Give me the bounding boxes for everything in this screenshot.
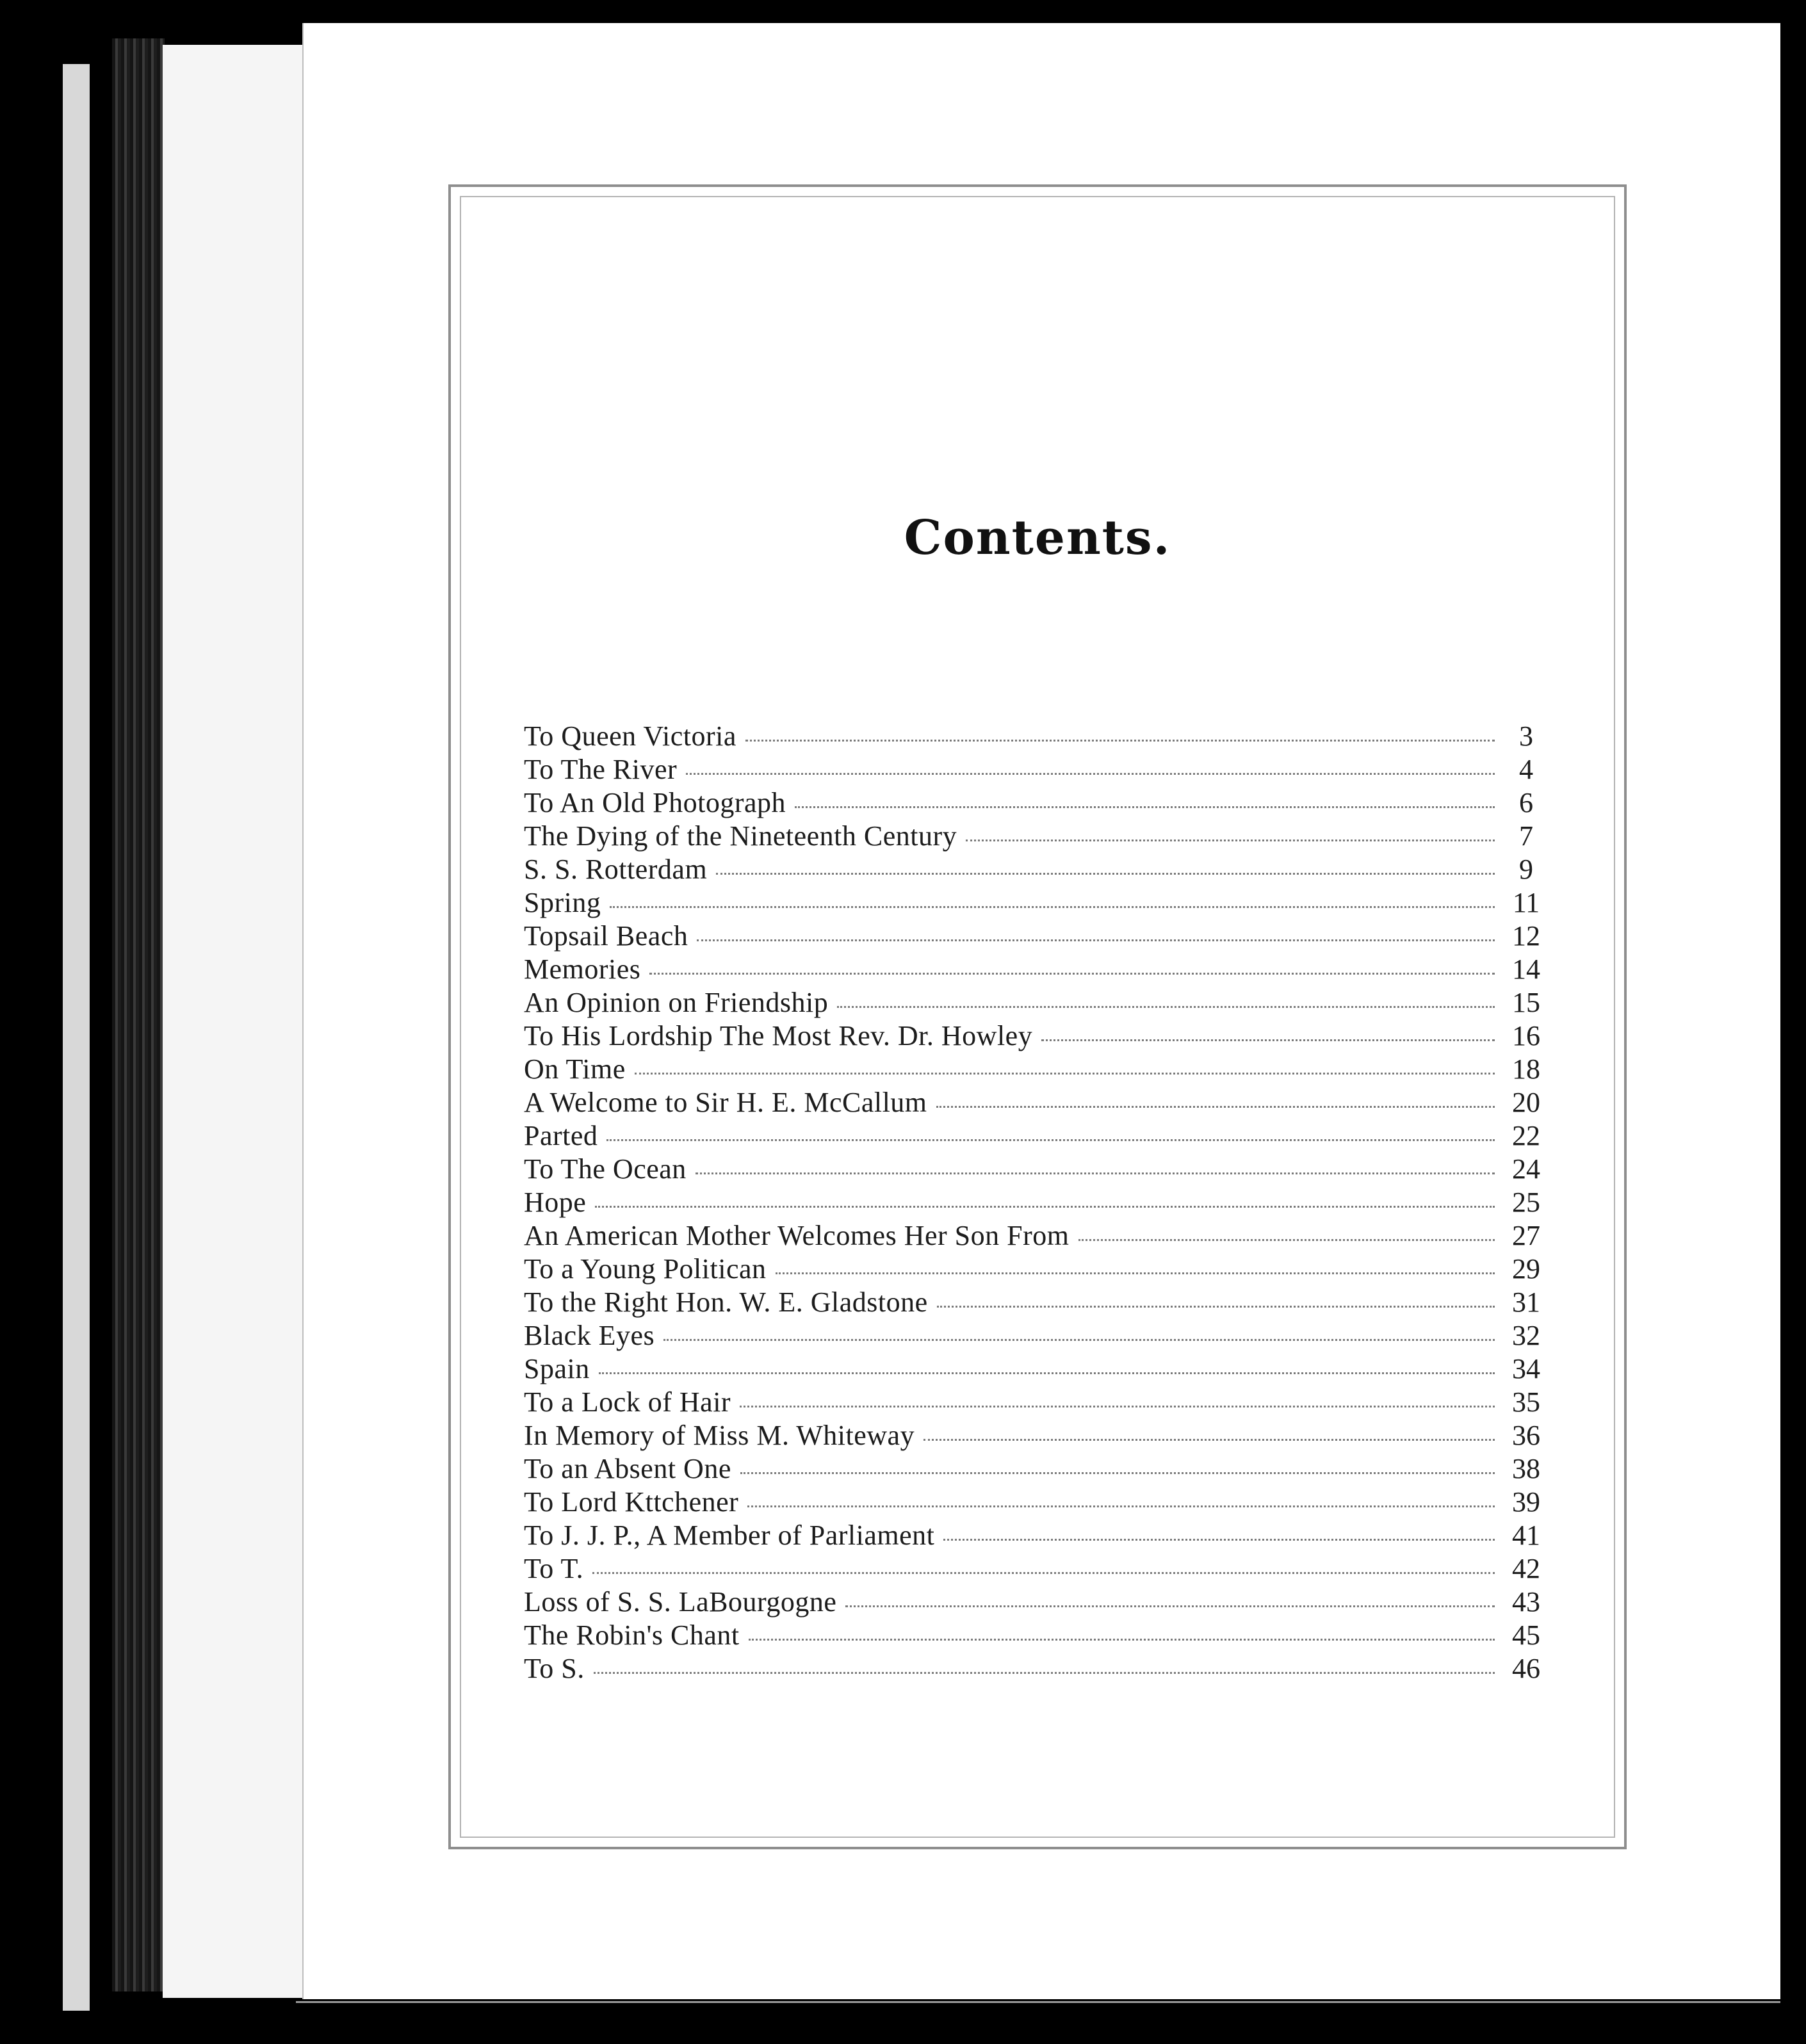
scan-border	[1780, 0, 1806, 2044]
toc-entry	[524, 1586, 1549, 1619]
toc-entry-title: To An Old Photograph	[524, 787, 786, 818]
toc-entry	[524, 1086, 1549, 1119]
toc-entry-title: To Lord Kttchener	[524, 1486, 739, 1518]
toc-entry-title: The Robin's Chant	[524, 1619, 740, 1651]
toc-entry-page-number: 34	[1512, 1353, 1540, 1384]
dot-leader	[610, 906, 1495, 908]
dot-leader	[686, 773, 1495, 775]
toc-entry	[524, 1253, 1549, 1286]
toc-entry-title: Memories	[524, 953, 641, 985]
toc-entry-page-number: 42	[1512, 1553, 1540, 1584]
toc-entry-title: To His Lordship The Most Rev. Dr. Howley	[524, 1020, 1033, 1051]
dot-leader	[936, 1106, 1495, 1108]
toc-entry-title: To The River	[524, 754, 678, 785]
toc-entry	[524, 853, 1549, 886]
dot-leader	[635, 1073, 1495, 1075]
toc-entry	[524, 1452, 1549, 1486]
toc-entry	[524, 786, 1549, 820]
dot-leader	[943, 1539, 1495, 1541]
page-bottom-edge	[296, 2001, 1782, 2003]
toc-entry-page-number: 11	[1512, 887, 1540, 918]
toc-entry	[524, 1286, 1549, 1319]
toc-entry-title: To S.	[524, 1653, 585, 1684]
toc-entry-title: To a Young Politican	[524, 1253, 767, 1285]
toc-entry-title: To a Lock of Hair	[524, 1386, 731, 1418]
toc-entry-title: The Dying of the Nineteenth Century	[524, 820, 957, 852]
toc-entry-page-number: 4	[1519, 754, 1533, 785]
toc-entry-title: Spring	[524, 887, 601, 918]
toc-entry-page-number: 39	[1512, 1486, 1540, 1518]
dot-leader	[1041, 1039, 1495, 1041]
previous-page-edge	[163, 45, 310, 1998]
dot-leader	[592, 1572, 1495, 1574]
toc-entry	[524, 1486, 1549, 1519]
toc-entry	[524, 1153, 1549, 1186]
dot-leader	[663, 1339, 1495, 1341]
toc-entry-page-number: 16	[1512, 1020, 1540, 1051]
toc-entry	[524, 1619, 1549, 1652]
dot-leader	[837, 1006, 1495, 1008]
toc-entry	[524, 1419, 1549, 1452]
toc-entry	[524, 1319, 1549, 1352]
dot-leader	[845, 1605, 1495, 1607]
toc-entry-page-number: 27	[1512, 1220, 1540, 1251]
toc-entry	[524, 720, 1549, 753]
toc-entry	[524, 820, 1549, 853]
toc-entry-title: To an Absent One	[524, 1453, 731, 1484]
toc-entry	[524, 1053, 1549, 1086]
toc-entry	[524, 986, 1549, 1019]
toc-entry-title: An American Mother Welcomes Her Son From	[524, 1220, 1070, 1251]
dot-leader	[599, 1372, 1495, 1374]
toc-entry	[524, 1186, 1549, 1219]
dot-leader	[595, 1206, 1495, 1208]
toc-entry-title: To Queen Victoria	[524, 720, 736, 752]
dot-leader	[740, 1406, 1495, 1407]
toc-entry-page-number: 25	[1512, 1187, 1540, 1218]
dot-leader	[716, 873, 1495, 875]
toc-entry	[524, 1019, 1549, 1053]
toc-entry-page-number: 9	[1519, 854, 1533, 885]
dot-leader	[749, 1639, 1495, 1641]
toc-entry-page-number: 45	[1512, 1619, 1540, 1651]
dot-leader	[740, 1472, 1495, 1474]
toc-entry-page-number: 31	[1512, 1286, 1540, 1318]
toc-entry	[524, 1119, 1549, 1153]
toc-entry-page-number: 36	[1512, 1420, 1540, 1451]
toc-entry-page-number: 3	[1519, 720, 1533, 752]
toc-entry	[524, 953, 1549, 986]
toc-entry-title: Black Eyes	[524, 1320, 655, 1351]
toc-entry-title: To T.	[524, 1553, 584, 1584]
dot-leader	[649, 973, 1495, 975]
toc-entry	[524, 1552, 1549, 1586]
toc-entry-page-number: 41	[1512, 1520, 1540, 1551]
toc-entry-page-number: 38	[1512, 1453, 1540, 1484]
toc-entry	[524, 753, 1549, 786]
toc-entry-title: An Opinion on Friendship	[524, 987, 829, 1018]
toc-entry-title: On Time	[524, 1053, 626, 1085]
toc-entry-page-number: 32	[1512, 1320, 1540, 1351]
toc-entry-page-number: 6	[1519, 787, 1533, 818]
toc-entry-page-number: 18	[1512, 1053, 1540, 1085]
toc-entry-title: To J. J. P., A Member of Parliament	[524, 1520, 935, 1551]
toc-entry-title: Parted	[524, 1120, 598, 1151]
toc-entry-page-number: 12	[1512, 920, 1540, 952]
toc-entry-title: In Memory of Miss M. Whiteway	[524, 1420, 915, 1451]
toc-entry-page-number: 14	[1512, 953, 1540, 985]
toc-entry	[524, 920, 1549, 953]
dot-leader	[937, 1306, 1495, 1308]
toc-entry-page-number: 24	[1512, 1153, 1540, 1185]
toc-entry-page-number: 29	[1512, 1253, 1540, 1285]
toc-entry-title: Topsail Beach	[524, 920, 688, 952]
toc-entry	[524, 1352, 1549, 1386]
toc-entry-page-number: 43	[1512, 1586, 1540, 1618]
toc-entry-page-number: 22	[1512, 1120, 1540, 1151]
toc-entry-page-number: 35	[1512, 1386, 1540, 1418]
toc-entry-page-number: 15	[1512, 987, 1540, 1018]
dot-leader	[745, 740, 1495, 742]
dot-leader	[594, 1672, 1495, 1674]
toc-entry-title: Spain	[524, 1353, 590, 1384]
toc-entry	[524, 1652, 1549, 1685]
toc-entry	[524, 1386, 1549, 1419]
toc-entry-page-number: 46	[1512, 1653, 1540, 1684]
toc-entry-page-number: 7	[1519, 820, 1533, 852]
toc-entry-title: Hope	[524, 1187, 587, 1218]
toc-entry	[524, 1519, 1549, 1552]
dot-leader	[606, 1139, 1495, 1141]
dot-leader	[747, 1505, 1495, 1507]
toc-entry-title: A Welcome to Sir H. E. McCallum	[524, 1087, 927, 1118]
toc-entry-title: Loss of S. S. LaBourgogne	[524, 1586, 837, 1618]
toc-entry	[524, 1219, 1549, 1253]
dot-leader	[795, 806, 1495, 808]
dot-leader	[1078, 1239, 1495, 1241]
toc-entry-title: To The Ocean	[524, 1153, 687, 1185]
dot-leader	[923, 1439, 1495, 1441]
toc-entry-page-number: 20	[1512, 1087, 1540, 1118]
toc-entry-title: S. S. Rotterdam	[524, 854, 708, 885]
dot-leader	[776, 1272, 1495, 1274]
dot-leader	[697, 939, 1495, 941]
toc-entry-title: To the Right Hon. W. E. Gladstone	[524, 1286, 928, 1318]
contents-heading: Contents.	[904, 510, 1171, 565]
dot-leader	[966, 840, 1495, 841]
toc-entry	[524, 886, 1549, 920]
table-of-contents	[524, 720, 1549, 1685]
dot-leader	[696, 1172, 1495, 1174]
book-spine	[112, 38, 165, 1991]
book-edge-strip	[63, 64, 90, 2011]
